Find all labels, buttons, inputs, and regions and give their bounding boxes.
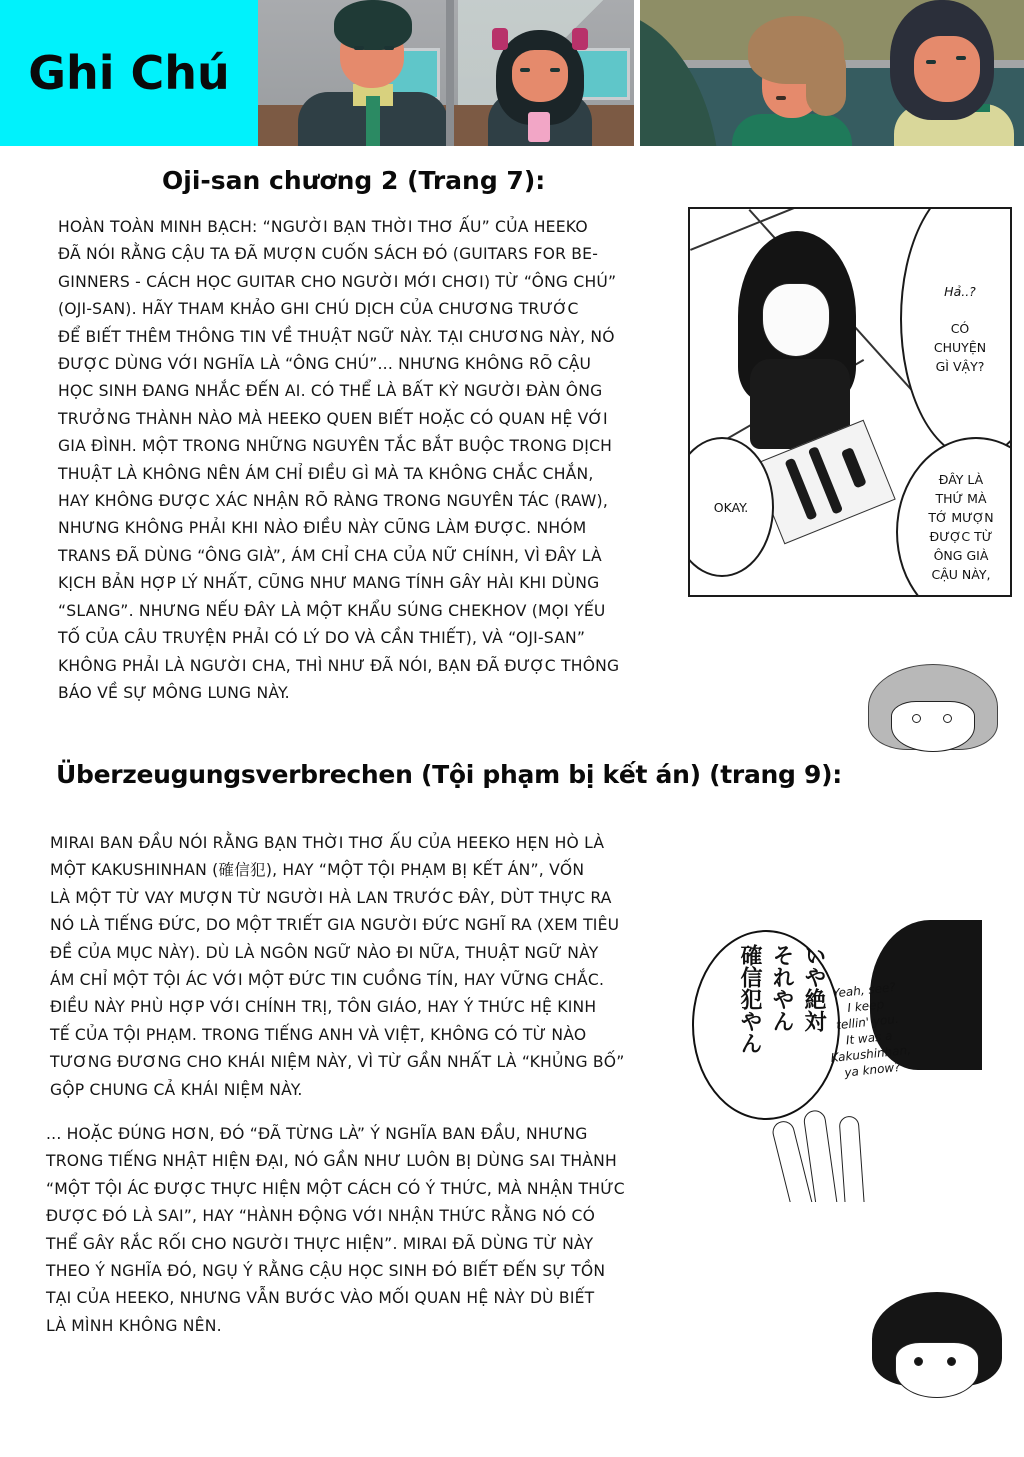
header-art-classroom-panel (258, 0, 634, 146)
bubble-text-okay: OKAY. (713, 499, 749, 515)
manga-panel-guitar-book (688, 207, 1012, 597)
text-line: TỐ CỦA CÂU TRUYỆN PHẢI CÓ LÝ DO VÀ CẦN THIẾT), VÀ “OJI-SAN” (58, 629, 586, 648)
note-kakushinhan-paragraph-1 (50, 830, 680, 1104)
section-heading-uberzeugungsverbrechen: Überzeugungsverbrechen (Tội phạm bị kết án) (trang 9): (56, 760, 842, 789)
japanese-text-column: いや絶対 (801, 944, 826, 1032)
header-art (258, 0, 1024, 146)
speech-bubble-ha (900, 207, 1012, 459)
manga-panel-kakushinhan (692, 910, 982, 1202)
header-art-tracksuit-panel (640, 0, 1024, 146)
note-kakushinhan-paragraph-2 (46, 1121, 686, 1340)
text-line: THỂ GÂY RẮC RỐI CHO NGƯỜI THỰC HIỆN”. MIRAI ĐÃ DÙNG TỪ NÀY (46, 1234, 594, 1253)
text-line: LÀ MỘT TỪ VAY MƯỢN TỪ NGƯỜI HÀ LAN TRƯỚC ĐÂY, DÙT THỰC RA (50, 888, 612, 907)
text-line: ĐỀ CỦA MỤC NÀY). DÙ LÀ NGÔN NGỮ NÀO ĐI NỮA, THUẬT NGỮ NÀY (50, 943, 599, 962)
text-line: “MỘT TỘI ÁC ĐƯỢC THỰC HIỆN MỘT CÁCH CÓ Ý THỨC, MÀ NHẬN THỨC (46, 1179, 625, 1198)
page-title: Ghi Chú (28, 46, 230, 100)
brown-haired-girl-character-art (732, 16, 852, 146)
text-line: KỊCH BẢN HỢP LÝ NHẤT, CŨNG NHƯ MANG TÍNH GÂY HÀI KHI DÙNG (58, 574, 600, 593)
text-line: ĐÃ NÓI RẰNG CẬU TA ĐÃ MƯỢN CUỐN SÁCH ĐÓ (GUITARS FOR BE- (58, 245, 599, 264)
text-line: LÀ MÌNH KHÔNG NÊN. (46, 1316, 222, 1335)
text-line: THUẬT LÀ KHÔNG NÊN ÁM CHỈ ĐIỀU GÌ MÀ TA KHÔNG CHẮC CHẮN, (58, 464, 594, 483)
overlay-line: I keep (846, 997, 885, 1016)
boy-character-art (298, 0, 448, 146)
dark-haired-girl-character-art (884, 0, 1014, 146)
bubble-text-line: THỨ MÀ (935, 491, 987, 506)
text-line: GIA ĐÌNH. MỘT TRONG NHỮNG NGUYÊN TẮC BẮT BUỘC TRONG DỊCH (58, 437, 613, 456)
text-line: “SLANG”. NHƯNG NẾU ĐÂY LÀ MỘT KHẨU SÚNG CHEKHOV (MỌI YẾU (58, 601, 606, 620)
speech-bubble-borrowed (896, 437, 1012, 597)
text-line: ĐIỀU NÀY PHÙ HỢP VỚI CHÍNH TRỊ, TÔN GIÁO, HAY Ý THỨC HỆ KINH (50, 998, 597, 1017)
text-line: NHƯNG KHÔNG PHẢI KHI NÀO ĐIỀU NÀY CŨNG LÀM ĐƯỢC. NHÓM (58, 519, 587, 538)
overlay-line: tellin' you. (835, 1011, 900, 1033)
bubble-text-line: CÓ (950, 321, 970, 336)
bubble-text-line: CẬU NÀY, (931, 567, 991, 582)
text-line: MIRAI BAN ĐẦU NÓI RẰNG BẠN THỜI THƠ ẤU CỦA HEEKO HẸN HÒ LÀ (50, 834, 605, 852)
text-line: TRƯỞNG THÀNH NÀO MÀ HEEKO QUEN BIẾT HOẶC CÓ QUAN HỆ VỚI (58, 409, 608, 428)
speech-bubble-okay (688, 437, 774, 577)
text-line: TRANS ĐÃ DÙNG “ÔNG GIÀ”, ÁM CHỈ CHA CỦA NỮ CHÍNH, VÌ ĐÂY LÀ (58, 546, 602, 565)
text-line: MỘT KAKUSHINHAN (確信犯), HAY “MỘT TỘI PHẠM BỊ KẾT ÁN”, VỐN (50, 861, 585, 880)
text-line: HAY KHÔNG ĐƯỢC XÁC NHẬN RÕ RÀNG TRONG NGUYÊN TÁC (RAW), (58, 492, 608, 511)
japanese-text-column: それやん (769, 944, 794, 1032)
text-line: ĐỂ BIẾT THÊM THÔNG TIN VỀ THUẬT NGỮ NÀY. TẠI CHƯƠNG NÀY, NÓ (58, 327, 615, 346)
text-line: ĐƯỢC DÙNG VỚI NGHĨA LÀ “ÔNG CHÚ”... NHƯNG KHÔNG RÕ CẬU (58, 355, 592, 374)
chibi-dark-hair-girl-art (872, 1292, 1002, 1412)
text-line: GỘP CHUNG CẢ KHÁI NIỆM NÀY. (50, 1080, 303, 1099)
text-line: NÓ LÀ TIẾNG ĐỨC, DO MỘT TRIẾT GIA NGƯỜI ĐỨC NGHĨ RA (XEM TIÊU (50, 916, 620, 935)
note-oji-san (58, 214, 678, 707)
bubble-text-line: TỚ MƯỢN (928, 510, 994, 525)
bubble-text-line: ÔNG GIÀ (933, 548, 989, 563)
girl-face-art (762, 283, 830, 357)
bubble-text-line: CHUYỆN (933, 340, 987, 355)
overlay-line: Kakushinhan, (829, 1042, 912, 1066)
japanese-text-column: 確信犯やん (737, 944, 762, 1054)
text-line: HỌC SINH ĐANG NHẮC ĐẾN AI. CÓ THỂ LÀ BẤT KỲ NGƯỜI ĐÀN ÔNG (58, 382, 603, 401)
text-line: (OJI-SAN). HÃY THAM KHẢO GHI CHÚ DỊCH CỦA CHƯƠNG TRƯỚC (58, 300, 579, 319)
text-line: TẾ CỦA TỘI PHẠM. TRONG TIẾNG ANH VÀ VIỆT, KHÔNG CÓ TỪ NÀO (50, 1025, 587, 1044)
text-line: KHÔNG PHẢI LÀ NGƯỜI CHA, THÌ NHƯ ĐÃ NÓI, BẠN ĐÃ ĐƯỢC THÔNG (58, 656, 620, 675)
text-line: TẠI CỦA HEEKO, NHƯNG VẪN BƯỚC VÀO MỐI QUAN HỆ NÀY DÙ BIẾT (46, 1289, 595, 1308)
text-line: HOÀN TOÀN MINH BẠCH: “NGƯỜI BẠN THỜI THƠ ẤU” CỦA HEEKO (58, 218, 588, 236)
section-heading-oji-san: Oji-san chương 2 (Trang 7): (162, 166, 546, 195)
header-banner (0, 0, 1024, 146)
text-line: THEO Ý NGHĨA ĐÓ, NGỤ Ý RẰNG CẬU HỌC SINH ĐÓ BIẾT ĐẾN SỰ TỒN (46, 1262, 606, 1281)
overlay-line: Yeah, see? (831, 979, 897, 1001)
text-line: TƯƠNG ĐƯƠNG CHO KHÁI NIỆM NÀY, VÌ TỪ GẦN NHẤT LÀ “KHỦNG BỐ” (50, 1053, 625, 1072)
overlay-line: It was a (845, 1028, 894, 1048)
chibi-wavy-hair-girl-art (868, 664, 998, 774)
text-line: GINNERS - CÁCH HỌC GUITAR CHO NGƯỜI MỚI CHƠI) TỪ “ÔNG CHÚ” (58, 272, 617, 291)
text-line: TRONG TIẾNG NHẬT HIỆN ĐẠI, NÓ GẦN NHƯ LUÔN BỊ DÙNG SAI THÀNH (46, 1152, 617, 1171)
title-box (0, 0, 258, 146)
overlay-line: ya know? (843, 1059, 902, 1080)
english-translation-overlay (823, 978, 913, 1082)
bubble-text-line: GÌ VẬY? (935, 359, 985, 374)
bubble-text-line: ĐƯỢC TỪ (929, 529, 993, 544)
text-line: BÁO VỀ SỰ MÔNG LUNG NÀY. (58, 683, 290, 702)
text-line: ÁM CHỈ MỘT TỘI ÁC VỚI MỘT ĐỨC TIN CUỒNG TÍN, HAY VỮNG CHẮC. (50, 971, 605, 990)
text-line: ĐƯỢC ĐÓ LÀ SAI”, HAY “HÀNH ĐỘNG VỚI NHẬN THỨC RẰNG NÓ CÓ (46, 1207, 596, 1226)
text-line: ... HOẶC ĐÚNG HƠN, ĐÓ “ĐÃ TỪNG LÀ” Ý NGHĨA BAN ĐẦU, NHƯNG (46, 1125, 588, 1143)
bubble-text-line: ĐÂY LÀ (938, 472, 984, 487)
bubble-text-ha: Hả..? (944, 284, 976, 299)
girl-with-bows-character-art (480, 20, 600, 146)
japanese-text-columns (736, 944, 826, 1054)
